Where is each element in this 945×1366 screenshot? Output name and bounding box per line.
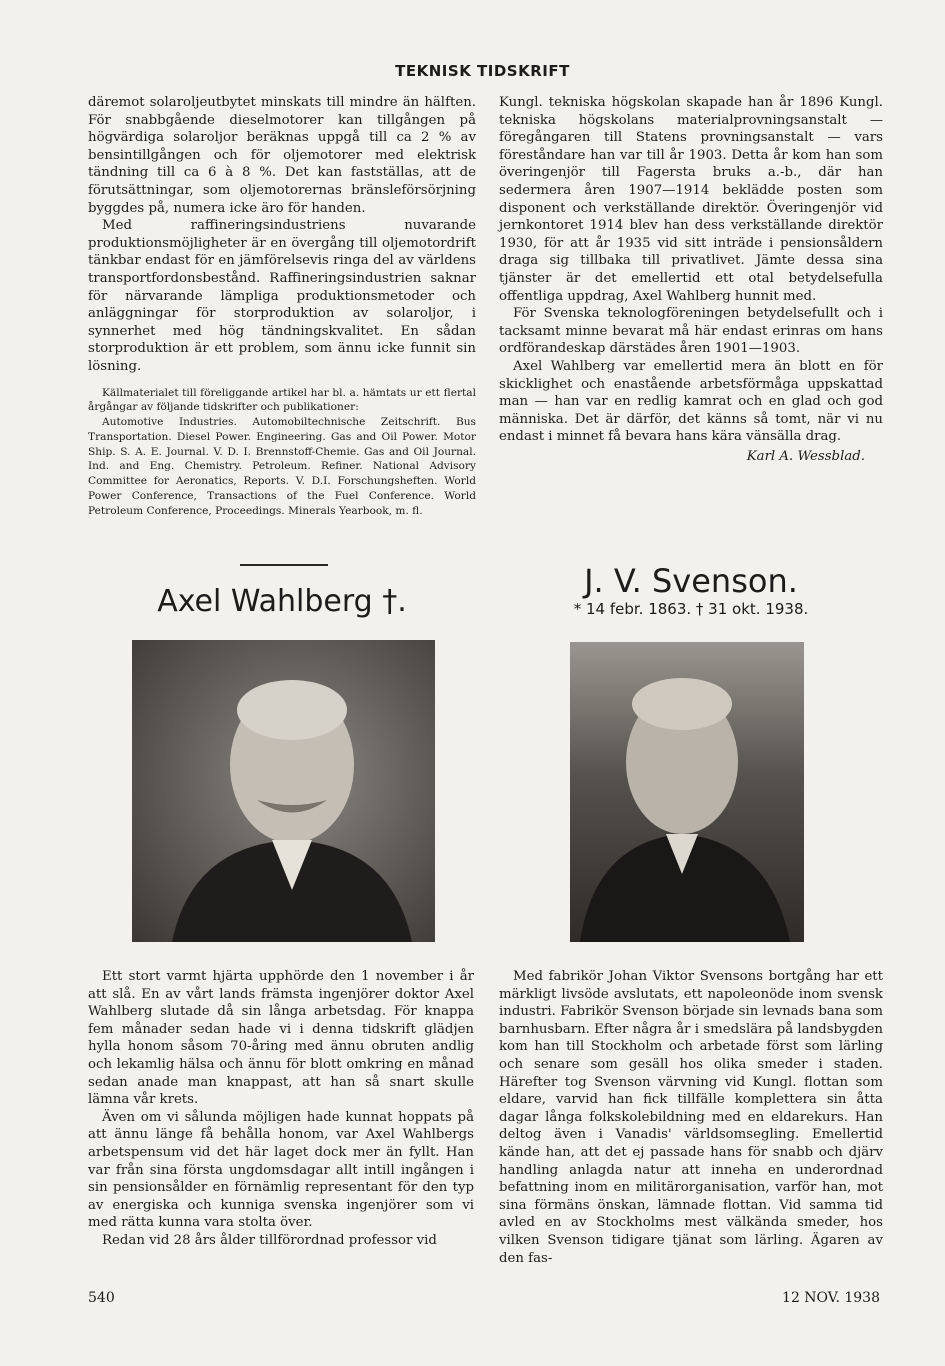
- issue-date: 12 NOV. 1938: [782, 1290, 880, 1306]
- paragraph: Axel Wahlberg var emellertid mera än blott en för skicklighet och enastående arbetsförmåga uppskattad man — han var en redlig kamrat och en glad och god människa. Det är därför, det känns så tomt, när vi nu endast i minnet få bevara hans kära vänsälla drag.: [499, 358, 883, 445]
- svenson-portrait: [570, 642, 804, 942]
- top-right-column: [499, 94, 883, 465]
- paragraph: Med fabrikör Johan Viktor Svensons bortgång har ett märkligt livsöde avslutats, ett napoleonöde inom svensk industri. Fabrikör Svenson började sin levnads bana som barnhusbarn. Efter några år i smedslära på landsbygden kom han till Stockholm och arbetade först som lärling och senare som gesäll hos olika smeder i staden. Härefter tog Svenson värvning vid Kungl. flottan som eldare, varvid han fick tillfälle komplettera sin åtta dagar långa folkskolebildning med en eldarekurs. Han deltog även i Vanadis' världsomsegling. Emellertid kände han, att det ej passade hans för snabb och djärv handling anlagda natur att inneha en underordnad befattning inom en militärorganisation, varför han, mot sina förmäns önskan, lämnade flottan. Vid samma tid avled en av Stockholms mest välkända smeder, hos vilken Svenson tidigare tjänat som lärling. Ägaren av den fas-: [499, 969, 883, 1266]
- journal-header: TEKNISK TIDSKRIFT: [395, 62, 570, 80]
- svenson-life-dates: * 14 febr. 1863. † 31 okt. 1938.: [573, 600, 809, 618]
- svenson-obituary-title: J. V. Svenson.: [584, 562, 798, 600]
- paragraph: För Svenska teknologföreningen betydelsefullt och i tacksamt minne bevarat må här endast erinras om hans ordförandeskap därstädes åren 1901—1903.: [499, 306, 883, 357]
- page-number: 540: [88, 1290, 115, 1306]
- paragraph: Kungl. tekniska högskolan skapade han år 1896 Kungl. tekniska högskolans materialprovningsanstalt — föregångaren till Statens provningsanstalt — vars föreståndare han var till år 1903. Detta år kom han som överingenjör till Fagersta bruks a.-b., där han sedermera åren 1907—1914 beklädde posten som disponent och verkställande direktör. Överingenjör vid jernkontoret 1914 blev han dess verkställande direktör 1930, för att år 1935 vid sitt inträde i pensionsåldern draga sig tillbaka till privatlivet. Jämte dessa sina tjänster är det emellertid ett otal betydelsefulla offentliga uppdrag, Axel Wahlberg hunnit med.: [499, 95, 883, 304]
- wahlberg-portrait: [132, 640, 435, 942]
- svenson-obituary-text: [499, 968, 883, 1267]
- paragraph: Även om vi sålunda möjligen hade kunnat hoppats på att ännu länge få behålla honom, var Axel Wahlbergs arbetspensum vid det här laget dock mer än fyllt. Han var från sina första ungdomsdagar allt intill ingången i sin pensionsålder en förnämlig representant för den typ av energiska och kunniga svenska ingenjörer som vi med rätta kunna vara stolta över.: [88, 1109, 474, 1231]
- top-left-column: [88, 94, 476, 519]
- paragraph: Med raffineringsindustriens nuvarande produktionsmöjligheter är en övergång till oljemotordrift tänkbar endast för en jämförelsevis ringa del av världens transportfordonsbestånd. Raffineringsindustrien saknar för närvarande lämpliga produktionsmetoder och anläggningar för storproduktion av solaroljor, i synnerhet med hög tändningskvalitet. En sådan storproduktion är ett problem, som ännu icke funnit sin lösning.: [88, 218, 476, 374]
- sources-list: Automotive Industries. Automobiltechnische Zeitschrift. Bus Transportation. Diesel Power. Engineering. Gas and Oil Power. Motor Ship. S. A. E. Journal. V. D. I. Brennstoff-Chemie. Gas and Oil Journal. Ind. and Eng. Chemistry. Petroleum. Refiner. National Advisory Committee for Aeronatics, Reports. V. D.I. Forschungsheften. World Power Conference, Transactions of the Fuel Conference. World Petroleum Conference, Proceedings. Minerals Yearbook, m. fl.: [88, 416, 476, 517]
- paragraph: Redan vid 28 års ålder tillförordnad professor vid: [102, 1232, 437, 1248]
- wahlberg-obituary-text: [88, 968, 474, 1250]
- wahlberg-obituary-title: Axel Wahlberg †.: [157, 584, 407, 619]
- section-divider: [240, 564, 328, 566]
- paragraph: däremot solaroljeutbytet minskats till mindre än hälften. För snabbgående dieselmotorer kan tillgången på högvärdiga solaroljor beräknas uppgå till ca 2 % av bensintillgången och för oljemotorer med elektrisk tändning till ca 6 à 8 %. Det kan fastställas, att de förutsättningar, som oljemotorernas bränsleförsörjning byggdes på, numera icke äro för handen.: [88, 95, 476, 216]
- author-signature: Karl A. Wessblad.: [746, 448, 865, 464]
- paragraph: Ett stort varmt hjärta upphörde den 1 november i år att slå. En av vårt lands främsta ingenjörer doktor Axel Wahlberg slutade då sin långa arbetsdag. För knappa fem månader sedan hade vi i denna tidskrift glädjen hylla honom såsom 70-åring med ännu obruten andlig och lekamlig hälsa och ännu för blott omkring en månad sedan anade man knappast, att han så snart skulle lämna vår krets.: [88, 969, 474, 1108]
- sources-block: [88, 386, 476, 519]
- sources-intro: Källmaterialet till föreliggande artikel har bl. a. hämtats ur ett flertal årgångar av följande tidskrifter och publikationer:: [88, 386, 476, 414]
